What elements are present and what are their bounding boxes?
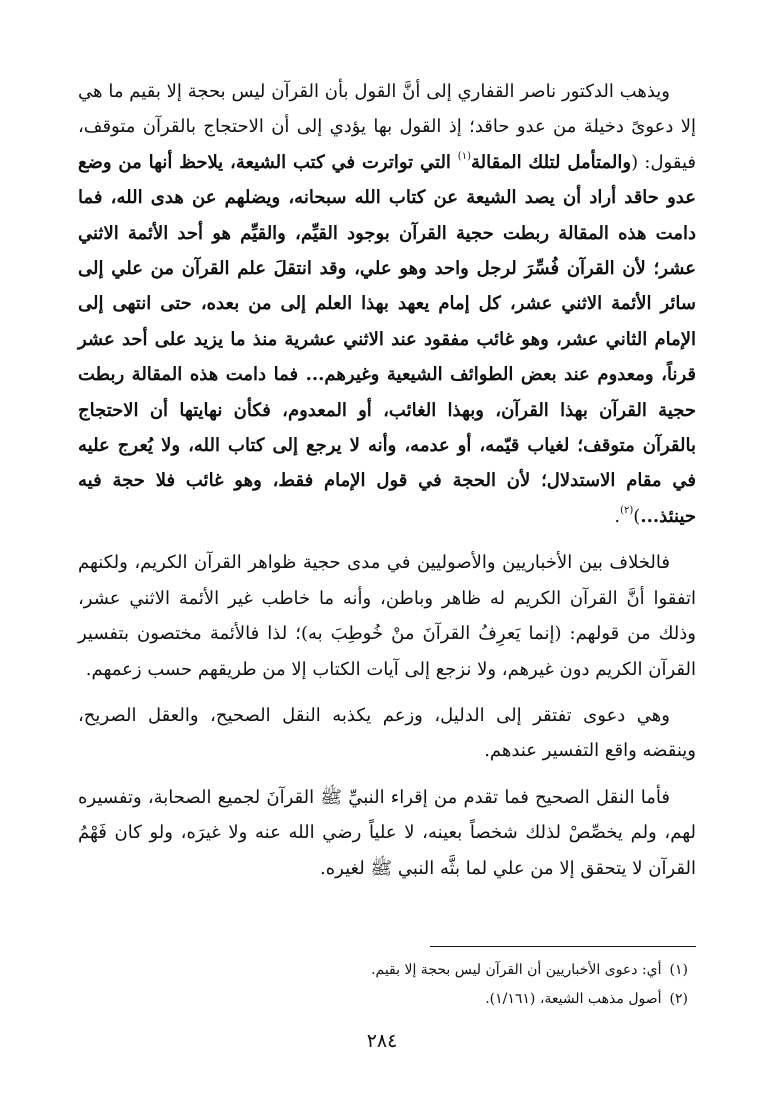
paragraph-1 (78, 74, 696, 534)
text-segment: ) (633, 505, 641, 527)
footnote-1 (78, 956, 688, 985)
footnote-text: أي: دعوى الأخباريين أن القرآن ليس بحجة إلا بقيم. (371, 962, 662, 978)
text-segment: فالخلاف بين الأخباريين والأصوليين في مدى حجية ظواهر القرآن الكريم، ولكنهم اتفقوا أنَّ القرآن الكريم له ظاهر وباطن، وأنه ما خاطب غير الأئمة الاثني عشر، وذلك من قولهم: (إنما يَعرِفُ القرآنَ منْ خُوطِبَ به)؛ لذا فالأئمة مختصون بتفسير القرآن الكريم دون غيرهم، ولا نزجع إلى آيات الكتاب إلا من طريقهم حسب زعمهم. (78, 552, 696, 680)
page-number: ٢٨٤ (366, 1030, 398, 1052)
quoted-text: والمتأمل لتلك المقالة (470, 151, 632, 173)
text-segment: وهي دعوى تفتقر إلى الدليل، وزعم يكذبه النقل الصحيح، والعقل الصريح، وينقضه واقع التفسير عندهم. (78, 704, 696, 762)
quoted-text: التي تواترت في كتب الشيعة، يلاحظ أنها من وضع عدو حاقد أراد أن يصد الشيعة عن كتاب الله سبحانه، ويضلهم عن هدى الله، فما دامت هذه المقالة ربطت حجية القرآن بوجود القيِّم، والقيِّم هو أحد الأئمة الاثني عشر؛ لأن القرآن فُسِّرَ لرجل واحد وهو علي، وقد انتقلَ علم القرآن من علي إلى سائر الأئمة الاثني عشر، كل إمام يعهد بهذا العلم إلى من بعده، حتى انتهى إلى الإمام الثاني عشر، وهو غائب مفقود عند الاثني عشرية منذ ما يزيد على أحد عشر قرناً، ومعدوم عند بعض الطوائف الشيعية وغيرهم... فما دامت هذه المقالة ربطت حجية القرآن بهذا القرآن، وبهذا الغائب، أو المعدوم، فكأن نهايتها أن الاحتجاج بالقرآن متوقف؛ لغياب قيّمه، أو عدمه، وأنه لا يرجع إلى كتاب الله، ولا يُعرج عليه في مقام الاستدلال؛ لأن الحجة في قول الإمام فقط، وهو غائب فلا حجة فيه حينئذ... (78, 151, 696, 527)
footnote-divider (430, 946, 696, 947)
main-text (78, 74, 696, 886)
footnote-reference: (١) (457, 150, 471, 162)
text-segment: فأما النقل الصحيح فما تقدم من إقراء النبيِّ ﷺ القرآنَ لجميع الصحابة، وتفسيره لهم، ولم يخصِّصْ لذلك شخصاً بعينه، لا علياً رضي الله عنه ولا غيرَه، ولو كان فَهْمُ القرآن لا يتحقق إلا من علي لما بثَّه النبي ﷺ لغيره. (78, 786, 696, 879)
paragraph-2 (78, 545, 696, 687)
paragraph-3 (78, 698, 696, 769)
footnote-2 (78, 985, 688, 1014)
footnotes (78, 956, 688, 1014)
text-segment: . (614, 505, 621, 527)
footnote-number: (٢) (669, 991, 688, 1007)
footnote-text: أصول مذهب الشيعة، (١/١٦١). (485, 991, 662, 1007)
footnote-reference: (٢) (620, 504, 634, 516)
text-segment: ويذهب الدكتور ناصر القفاري إلى أنَّ القول بأن القرآن ليس بحجة إلا بقيم ما هي إلا دعوىً دخيلة من عدو حاقد؛ إذ القول بها يؤدي إلى أن الاحتجاج بالقرآن متوقف، فيقول: ( (78, 81, 696, 173)
footnote-number: (١) (669, 962, 688, 978)
paragraph-4 (78, 780, 696, 886)
